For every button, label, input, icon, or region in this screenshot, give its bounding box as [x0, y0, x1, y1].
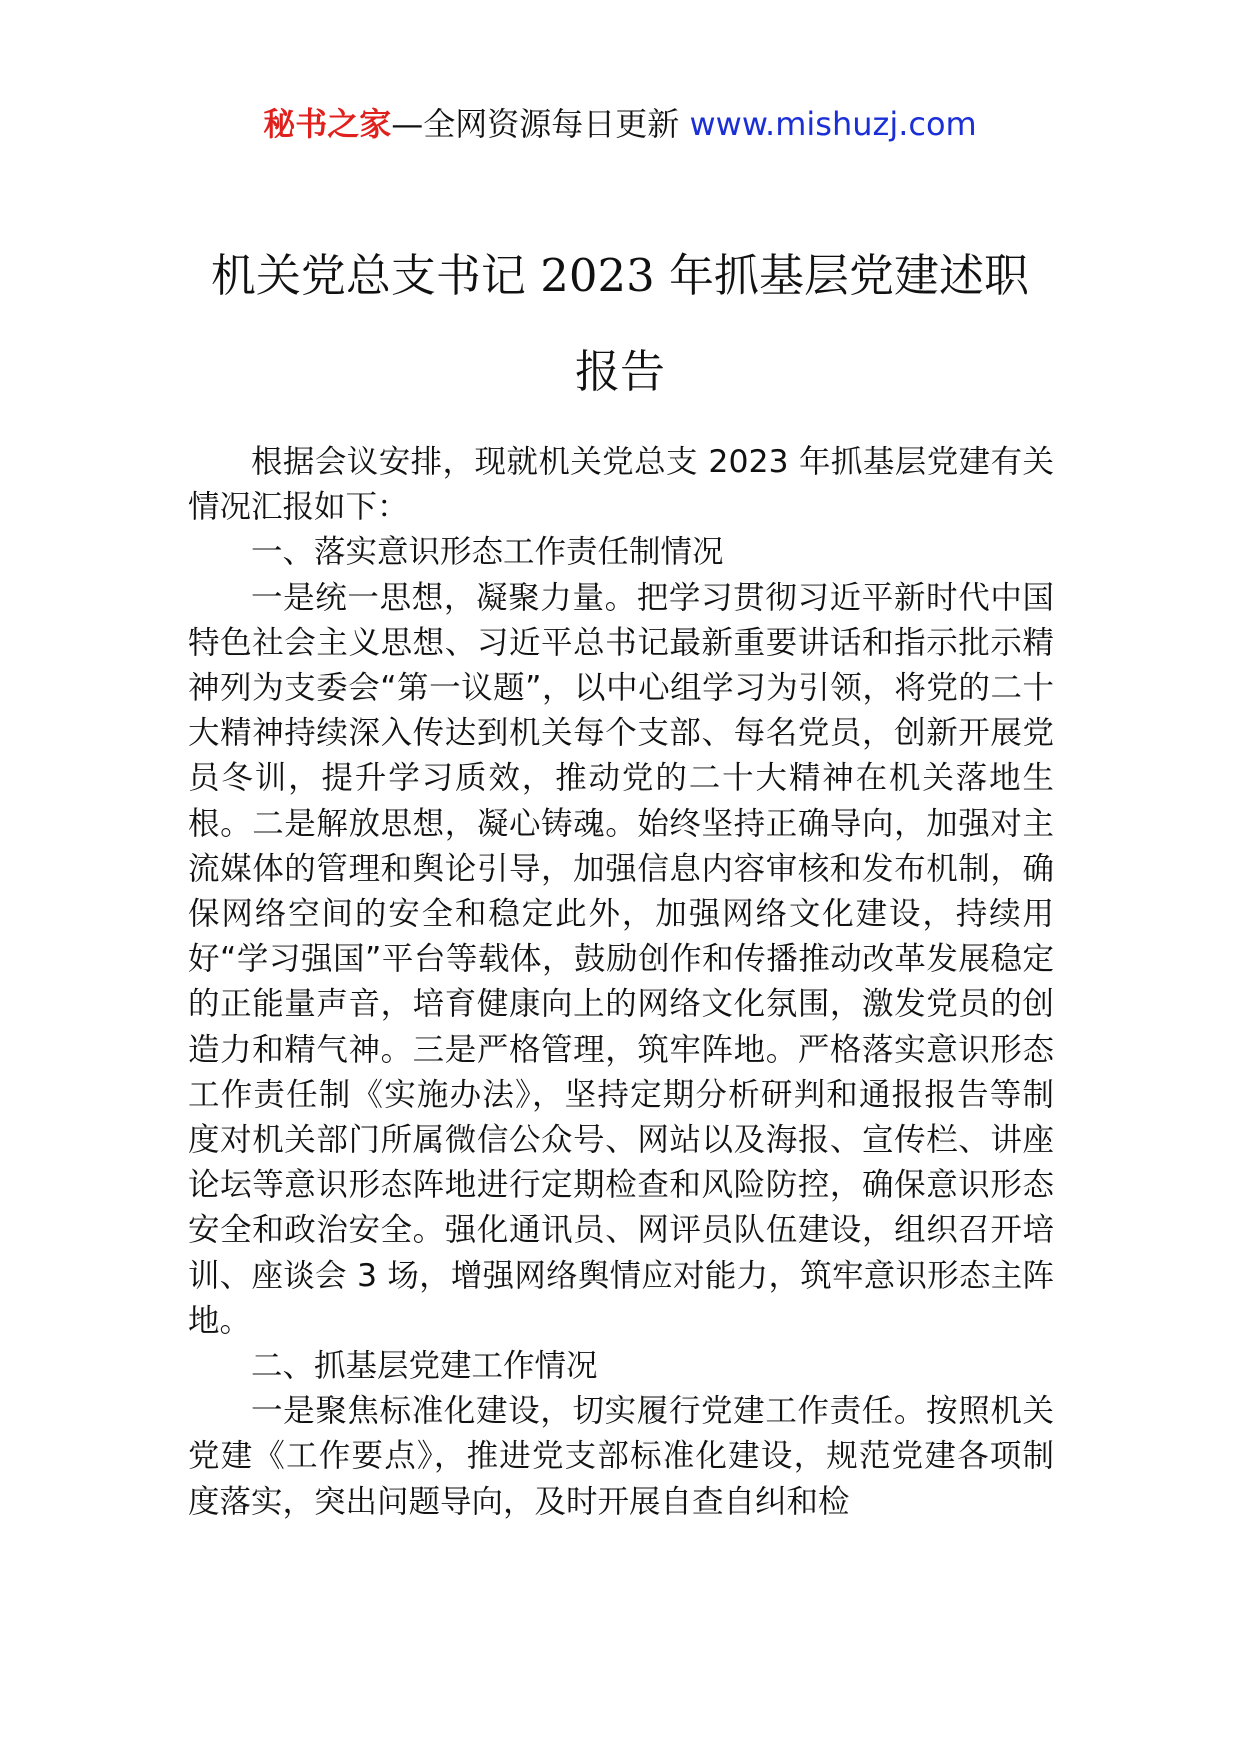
brand-name: 秘书之家 — [263, 105, 392, 143]
site-banner — [0, 104, 1240, 144]
section-1-paragraph: 一是统一思想，凝聚力量。把学习贯彻习近平新时代中国特色社会主义思想、习近平总书记最新重要讲话和指示批示精神列为支委会“第一议题”，以中心组学习为引领，将党的二十大精神持续深入传达到机关每个支部、每名党员，创新开展党员冬训，提升学习质效，推动党的二十大精神在机关落地生根。二是解放思想，凝心铸魂。始终坚持正确导向，加强对主流媒体的管理和舆论引导，加强信息内容审核和发布机制，确保网络空间的安全和稳定此外，加强网络文化建设，持续用好“学习强国”平台等载体，鼓励创作和传播推动改革发展稳定的正能量声音，培育健康向上的网络文化氛围，激发党员的创造力和精气神。三是严格管理，筑牢阵地。严格落实意识形态工作责任制《实施办法》，坚持定期分析研判和通报报告等制度对机关部门所属微信公众号、网站以及海报、宣传栏、讲座论坛等意识形态阵地进行定期检查和风险防控，确保意识形态安全和政治安全。强化通讯员、网评员队伍建设，组织召开培训、座谈会 3 场，增强网络舆情应对能力，筑牢意识形态主阵地。 — [188, 579, 1054, 1339]
banner-tagline: —全网资源每日更新 — [391, 105, 680, 143]
title-line-1: 机关党总支书记 2023 年抓基层党建述职 — [210, 249, 1030, 302]
section-heading-2: 二、抓基层党建工作情况 — [251, 1348, 598, 1385]
site-url[interactable]: www.mishuzj.com — [689, 105, 977, 143]
title-line-2: 报告 — [574, 345, 665, 398]
document-title — [0, 228, 1240, 420]
document-body — [188, 440, 1054, 1525]
section-2-paragraph: 一是聚焦标准化建设，切实履行党建工作责任。按照机关党建《工作要点》，推进党支部标准化建设，规范党建各项制度落实，突出问题导向，及时开展自查自纠和检 — [188, 1393, 1054, 1520]
section-heading-1: 一、落实意识形态工作责任制情况 — [251, 534, 724, 571]
intro-paragraph: 根据会议安排，现就机关党总支 2023 年抓基层党建有关情况汇报如下： — [188, 444, 1054, 526]
